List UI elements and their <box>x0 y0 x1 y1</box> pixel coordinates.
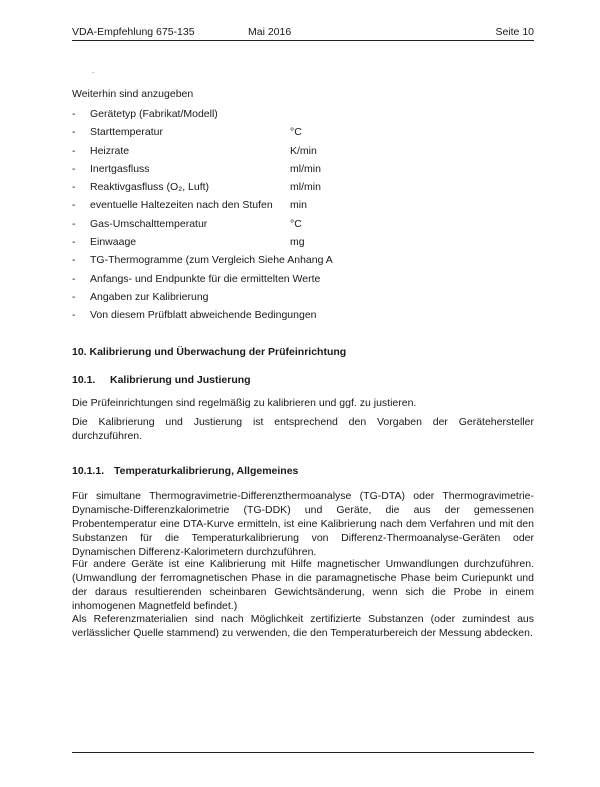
list-dash: - <box>72 162 76 175</box>
paragraph: Die Prüfeinrichtungen sind regelmäßig zu kalibrieren und ggf. zu justieren. <box>72 397 417 409</box>
section-heading-10: 10. Kalibrierung und Überwachung der Prüfeinrichtung <box>72 346 347 358</box>
list-item <box>72 309 542 327</box>
section-title: Temperaturkalibrierung, Allgemeines <box>114 465 299 477</box>
page-number: Seite 10 <box>495 26 534 38</box>
parameter-label: Anfangs- und Endpunkte für die ermittelten Werte <box>90 272 321 285</box>
list-item <box>72 163 542 181</box>
list-dash: - <box>72 236 76 249</box>
list-dash: - <box>72 290 76 303</box>
intro-text: Weiterhin sind anzugeben <box>72 88 194 100</box>
section-heading-10-1-1 <box>72 465 298 477</box>
section-number: 10.1. <box>72 374 96 386</box>
list-item <box>72 254 542 272</box>
parameter-label: Angaben zur Kalibrierung <box>90 290 209 303</box>
list-item <box>72 108 542 126</box>
list-dash: - <box>72 108 76 120</box>
list-item <box>72 218 542 236</box>
parameter-label: Inertgasfluss <box>90 162 150 175</box>
parameter-label: eventuelle Haltezeiten nach den Stufen <box>90 199 273 212</box>
parameter-label: Heizrate <box>90 144 130 157</box>
document-date: Mai 2016 <box>248 26 292 38</box>
list-item <box>72 181 542 199</box>
parameter-unit: °C <box>290 126 302 139</box>
list-dash: - <box>72 254 76 267</box>
parameter-label: Von diesem Prüfblatt abweichende Bedingungen <box>90 309 317 322</box>
parameter-label: Einwaage <box>90 236 137 249</box>
list-dash: - <box>72 181 76 194</box>
parameter-label: Gas-Umschalttemperatur <box>90 217 208 230</box>
parameter-unit: K/min <box>290 144 317 157</box>
list-dash: - <box>72 199 76 212</box>
page-header <box>72 26 534 41</box>
stray-mark: . <box>92 66 95 75</box>
list-dash: - <box>72 272 76 285</box>
list-item <box>72 199 542 217</box>
parameter-unit: mg <box>290 236 305 249</box>
parameter-unit: °C <box>290 217 302 230</box>
parameter-label: Starttemperatur <box>90 126 163 139</box>
list-dash: - <box>72 126 76 139</box>
list-item <box>72 126 542 144</box>
footer-rule <box>72 752 534 753</box>
parameter-label: Gerätetyp (Fabrikat/Modell) <box>90 108 218 120</box>
list-item <box>72 273 542 291</box>
paragraph: Als Referenzmaterialien sind nach Möglichkeit zertifizierte Substanzen (oder zumindest aus verlässlicher Quelle stammend) zu verwenden, die den Temperaturbereich der Messung abdecken. <box>72 613 534 639</box>
list-dash: - <box>72 217 76 230</box>
paragraph: Die Kalibrierung und Justierung ist entsprechend den Vorgaben der Gerätehersteller durchzuführen. <box>72 416 534 442</box>
section-title: Kalibrierung und Justierung <box>110 374 251 386</box>
parameter-unit: ml/min <box>290 181 321 194</box>
list-item <box>72 236 542 254</box>
list-dash: - <box>72 309 76 322</box>
parameter-label: Reaktivgasfluss (O₂, Luft) <box>90 181 210 194</box>
list-item <box>72 145 542 163</box>
parameter-list <box>72 108 542 328</box>
section-number: 10.1.1. <box>72 465 105 477</box>
paragraph: Für simultane Thermogravimetrie-Differenzthermoanalyse (TG-DTA) oder Thermogravimetrie-Dynamische-Differenzkalorimetrie (TG-DDK) und Geräte, die aus der gemessenen Probentemperatur eine DTA-Kurve ermitteln, ist eine Kalibrierung nach dem Verfahren und mit den Substanzen für die Temperaturkalibrierung von Differenz-Thermoanalyse-Geräten oder Dynamischen Differenz-Kalorimetern durchzuführen. <box>72 490 534 558</box>
parameter-unit: ml/min <box>290 162 321 175</box>
section-heading-10-1 <box>72 374 251 386</box>
list-dash: - <box>72 144 76 157</box>
document-id: VDA-Empfehlung 675-135 <box>72 26 195 38</box>
parameter-unit: min <box>290 199 307 212</box>
paragraph: Für andere Geräte ist eine Kalibrierung mit Hilfe magnetischer Umwandlungen durchzuführen. (Umwandlung der ferromagnetischen Phase in die paramagnetische Phase beim Curiepunkt und der daraus resultierenden scheinbaren Gewichtsänderung, wenn sich die Probe in einem inhomogenen Magnetfeld befindet.) <box>72 558 534 612</box>
list-item <box>72 291 542 309</box>
parameter-label: TG-Thermogramme (zum Vergleich Siehe Anhang A <box>90 254 333 267</box>
